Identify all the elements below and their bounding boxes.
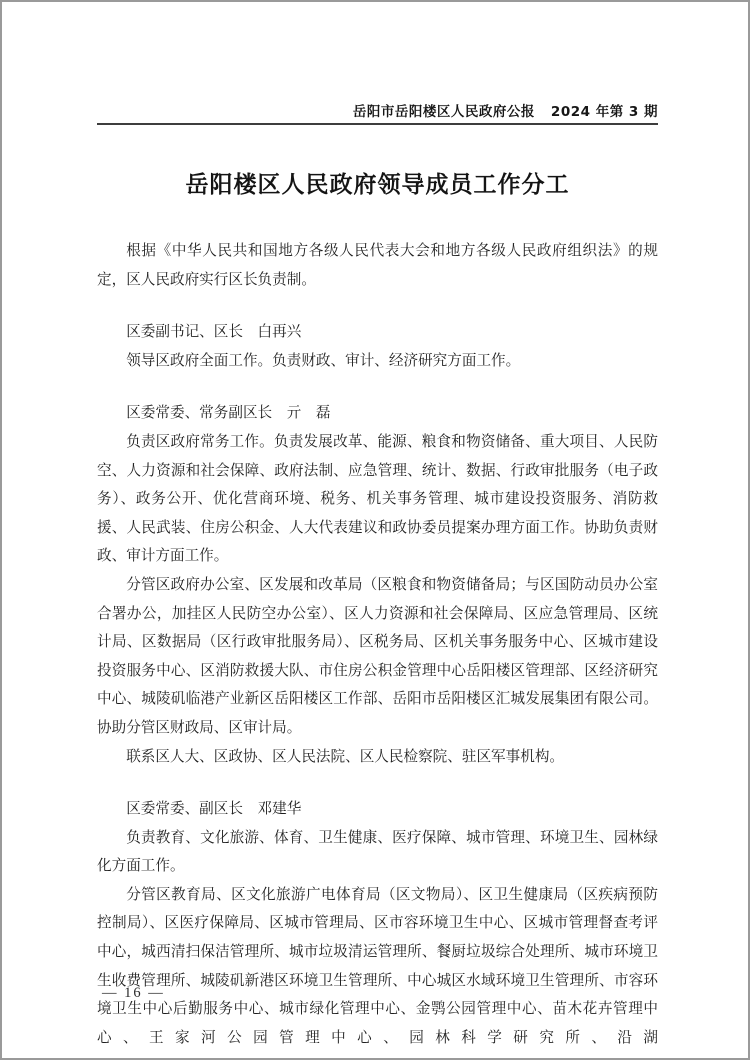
paragraph-duties-mayor: 领导区政府全面工作。负责财政、审计、经济研究方面工作。 bbox=[126, 352, 521, 369]
header-rule bbox=[97, 123, 658, 125]
paragraph-duties-executive-deputy: 负责区政府常务工作。负责发展改革、能源、粮食和物资储备、重大项目、人民防空、人力资源和社会保障、政府法制、应急管理、统计、数据、行政审批服务（电子政务）、政务公开、优化营商环境、税务、机关事务管理、城市建设投资服务、消防救援、人民武装、住房公积金、人大代表建议和政协委员提案办理方面工作。协助负责财政、审计方面工作。 bbox=[97, 433, 658, 565]
paragraph-liaison-executive-deputy: 联系区人大、区政协、区人民法院、区人民检察院、驻区军事机构。 bbox=[126, 748, 565, 765]
paragraph-departments-executive-deputy: 分管区政府办公室、区发展和改革局（区粮食和物资储备局；与区国防动员办公室合署办公，加挂区人民防空办公室）、区人力资源和社会保障局、区应急管理局、区统计局、区数据局（区行政审批服务局）、区税务局、区机关事务服务中心、区城市建设投资服务中心、区消防救援大队、市住房公积金管理中心岳阳楼区管理部、区经济研究中心、城陵矶临港产业新区岳阳楼区工作部、岳阳市岳阳楼区汇城发展集团有限公司。协助分管区财政局、区审计局。 bbox=[97, 576, 658, 736]
journal-title: 岳阳市岳阳楼区人民政府公报 bbox=[352, 104, 535, 120]
document-body bbox=[97, 237, 658, 1052]
paragraph-intro: 根据《中华人民共和国地方各级人民代表大会和地方各级人民政府组织法》的规定，区人民政府实行区长负责制。 bbox=[97, 243, 658, 288]
leader-heading-executive-deputy-mayor: 区委常委、常务副区长 亓 磊 bbox=[126, 405, 331, 422]
issue-number: 2024 年第 3 期 bbox=[550, 104, 658, 120]
page-number: — 16 — bbox=[102, 985, 165, 1001]
paragraph-duties-deputy: 负责教育、文化旅游、体育、卫生健康、医疗保障、城市管理、环境卫生、园林绿化方面工作。 bbox=[97, 829, 658, 875]
leader-heading-deputy-mayor: 区委常委、副区长 邓建华 bbox=[126, 801, 302, 818]
leader-heading-district-mayor: 区委副书记、区长 白再兴 bbox=[126, 324, 302, 341]
paragraph-departments-deputy: 分管区教育局、区文化旅游广电体育局（区文物局）、区卫生健康局（区疾病预防控制局）、区医疗保障局、区城市管理局、区市容环境卫生中心、区城市管理督查考评中心，城西清扫保洁管理所、城市垃圾清运管理所、餐厨垃圾综合处理所、城市环境卫生收费管理所、城陵矶新港区环境卫生管理所、中心城区水域环境卫生管理所、市容环境卫生中心后勤服务中心、城市绿化管理中心、金鹗公园管理中心、苗木花卉管理中心、王家河公园管理中心、园林科学研究所、沿湖 bbox=[97, 886, 658, 1046]
document-title: 岳阳楼区人民政府领导成员工作分工 bbox=[185, 172, 570, 197]
page-header bbox=[97, 104, 658, 120]
